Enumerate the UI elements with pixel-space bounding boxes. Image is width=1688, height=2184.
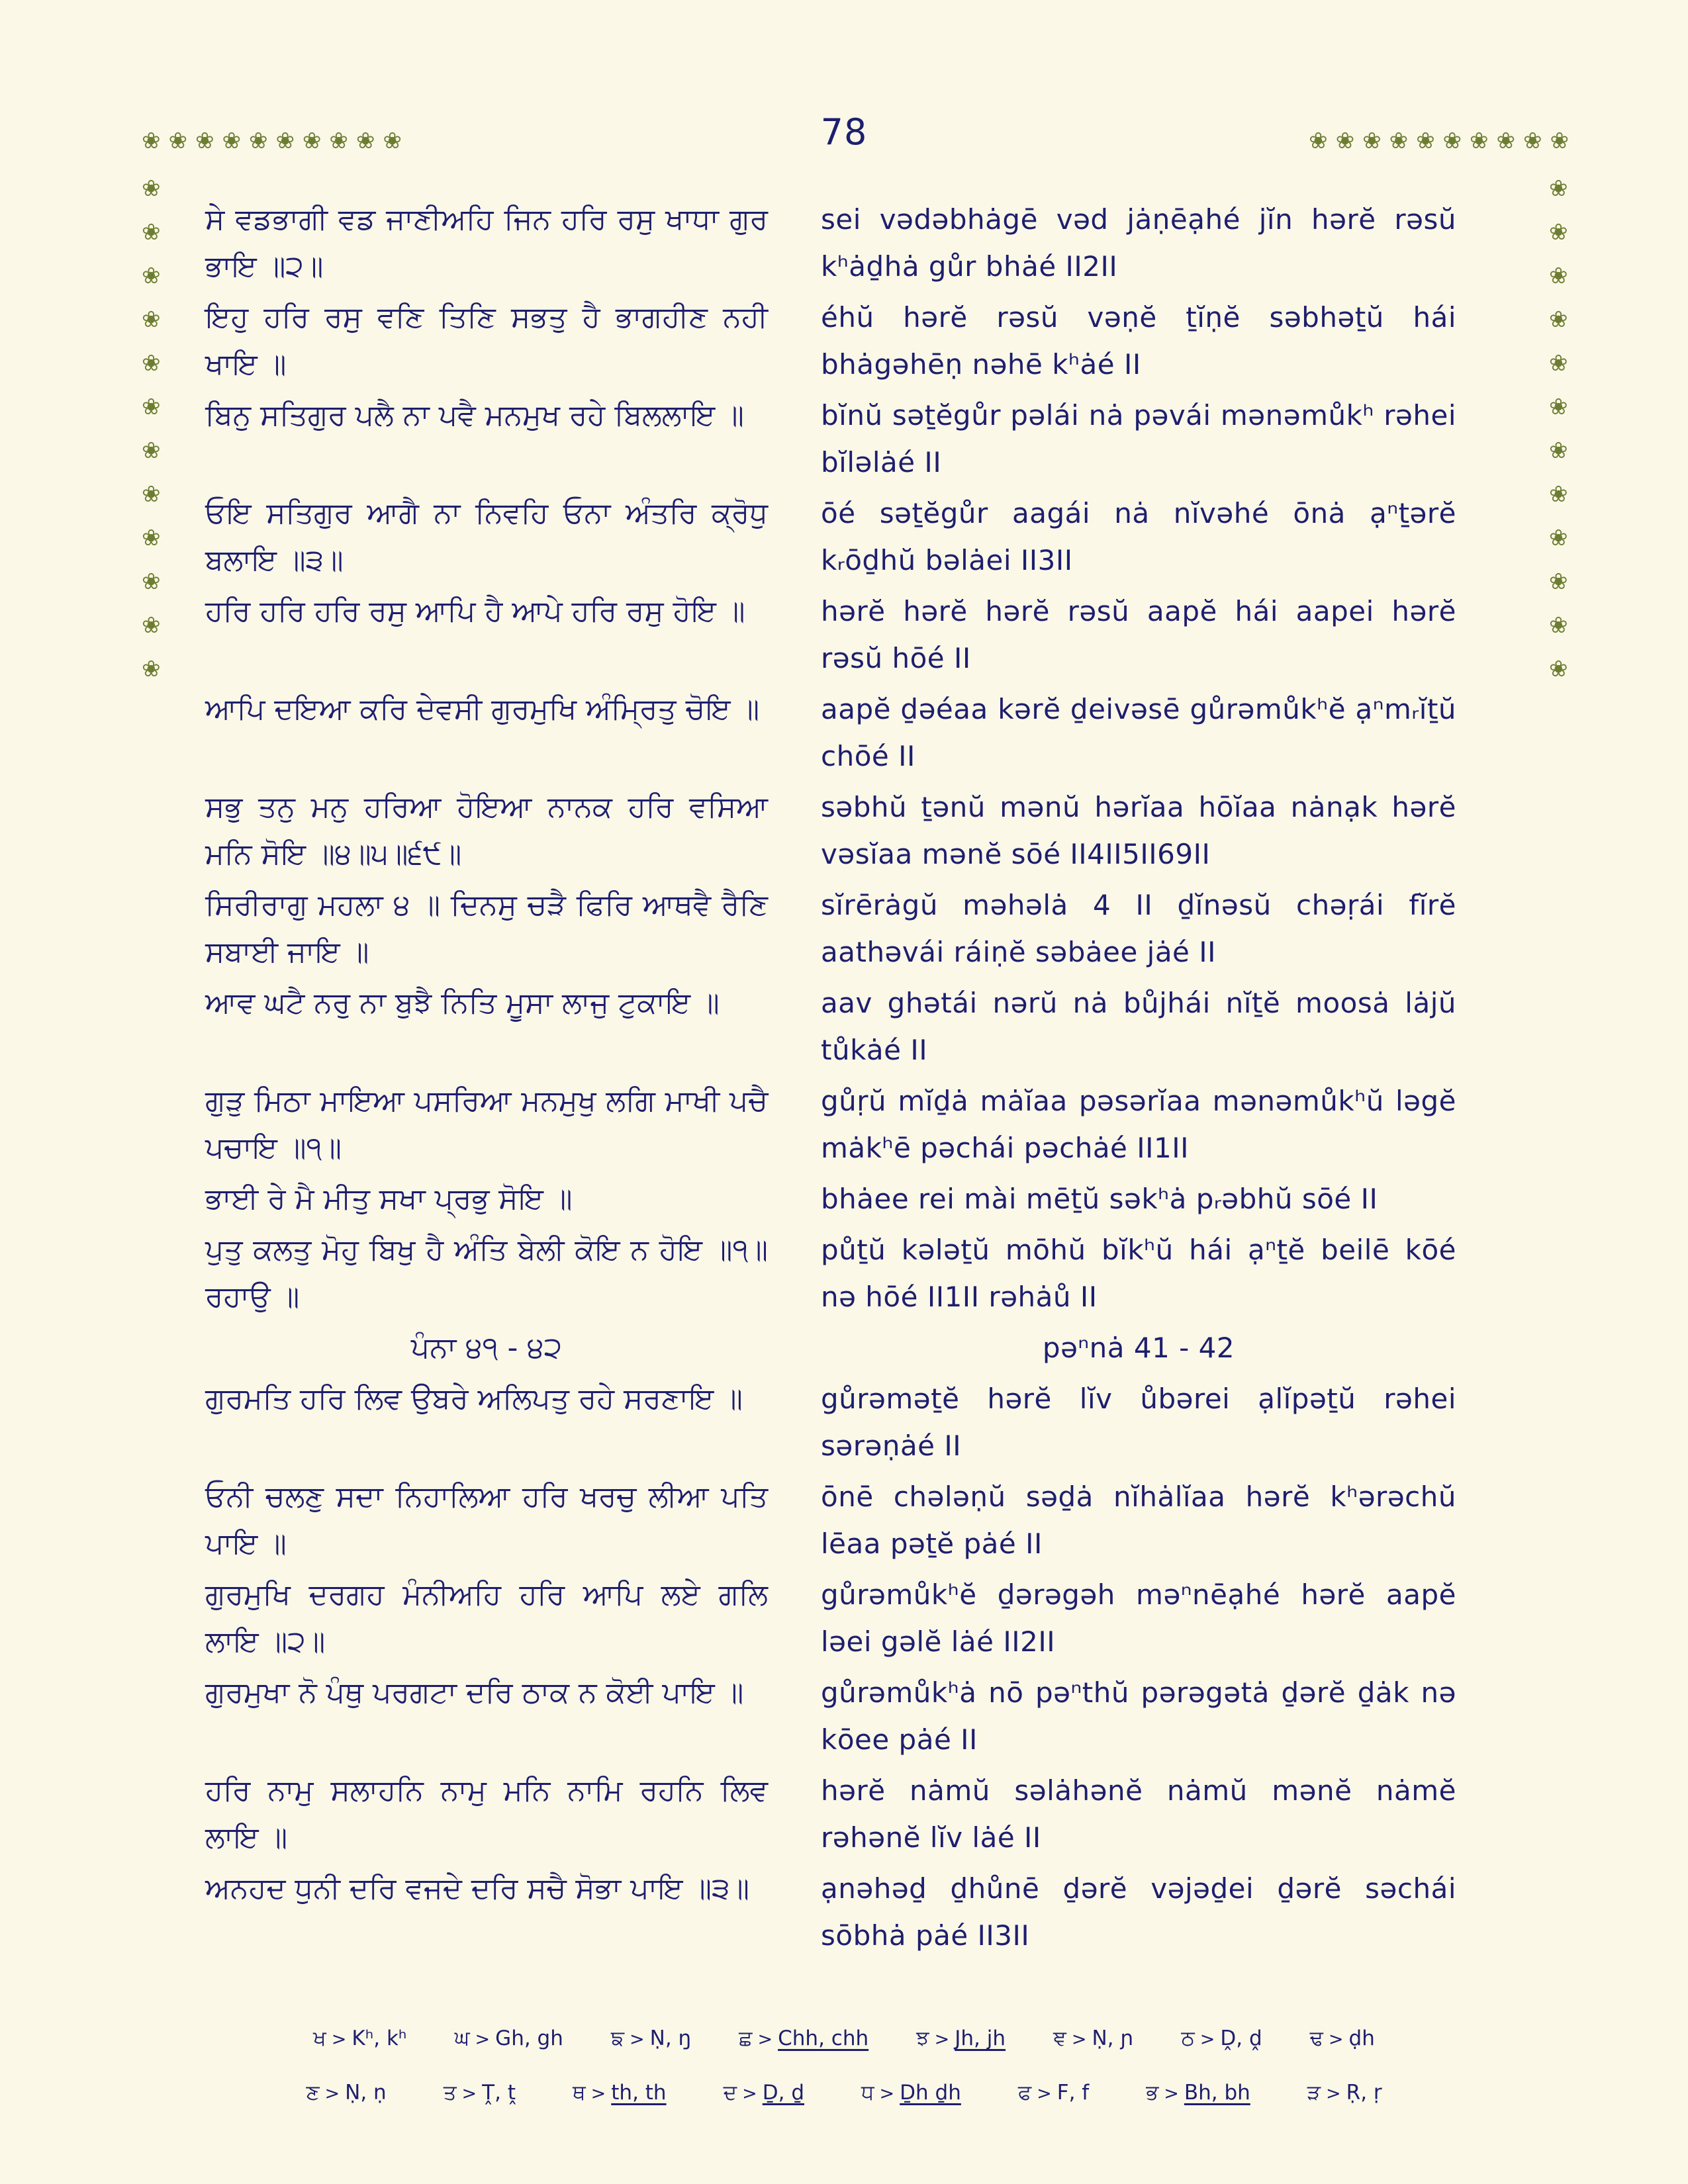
transliteration-verse: gůrəmůkʰȧ nō pəⁿthŭ pərəgətȧ ḏərĕ ḏȧk nə kōee pȧé II xyxy=(821,1676,1456,1756)
transliteration-verse: ạnəhəḏ ḏhůnē ḏərĕ vəjəḏei ḏərĕ səchái sōbhȧ pȧé II3II xyxy=(821,1872,1456,1952)
panna-reference-gurmukhi: ਪੰਨਾ ੪੧ - ੪੨ xyxy=(410,1331,563,1365)
gurmukhi-verse: ਅਨਹਦ ਧੁਨੀ ਦਰਿ ਵਜਦੇ ਦਰਿ ਸਚੈ ਸੋਭਾ ਪਾਇ ॥੩॥ xyxy=(205,1872,750,1905)
legend-entry xyxy=(861,2066,961,2120)
transliteration-key-row-2 xyxy=(0,2066,1688,2120)
maps-to-symbol: > xyxy=(324,2083,340,2104)
legend-gurmukhi-letter: ਧ xyxy=(861,2081,874,2105)
maps-to-symbol: > xyxy=(331,2029,347,2050)
transliteration-key-row-1 xyxy=(0,2012,1688,2066)
legend-entry xyxy=(1181,2012,1262,2066)
transliteration-verse: aav ghətái nərŭ nȧ bůjhái nĭṯĕ moosȧ lȧjŭ tůkȧé II xyxy=(821,987,1456,1066)
verse-grid xyxy=(205,196,1456,1959)
legend-gurmukhi-letter: ਤ xyxy=(443,2081,457,2105)
transliteration-verse: bhȧee rei mài mēṯŭ səkʰȧ pᵣəbhŭ sōé II xyxy=(821,1183,1378,1215)
legend-latin: Chh, chh xyxy=(778,2026,869,2050)
legend-gurmukhi-letter: ਙ xyxy=(610,2026,624,2050)
flower-border-left: ❀❀❀❀❀❀❀❀❀❀❀❀ xyxy=(142,175,161,682)
maps-to-symbol: > xyxy=(934,2029,950,2050)
gurmukhi-verse: ਪੁਤੁ ਕਲਤੁ ਮੋਹੁ ਬਿਖੁ ਹੈ ਅੰਤਿ ਬੇਲੀ ਕੋਇ ਨ ਹੋਇ ॥੧॥ ਰਹਾਉ ॥ xyxy=(205,1233,768,1314)
maps-to-symbol: > xyxy=(1328,2029,1344,2050)
legend-gurmukhi-letter: ਥ xyxy=(572,2081,586,2105)
legend-latin: Ṱ, ṱ xyxy=(482,2081,516,2105)
maps-to-symbol: > xyxy=(1037,2083,1052,2104)
legend-entry xyxy=(573,2066,667,2120)
legend-entry xyxy=(916,2012,1006,2066)
legend-entry xyxy=(1146,2066,1250,2120)
legend-gurmukhi-letter: ਛ xyxy=(739,2026,753,2050)
legend-entry xyxy=(1018,2066,1089,2120)
transliteration-verse: hərĕ nȧmŭ səlȧhənĕ nȧmŭ mənĕ nȧmĕ rəhənĕ lĭv lȧé II xyxy=(821,1774,1456,1854)
gurmukhi-verse: ਗੁੜੁ ਮਿਠਾ ਮਾਇਆ ਪਸਰਿਆ ਮਨਮੁਖੁ ਲਗਿ ਮਾਖੀ ਪਚੈ ਪਚਾਇ ॥੧॥ xyxy=(205,1084,768,1165)
legend-gurmukhi-letter: ਦ xyxy=(723,2081,737,2105)
legend-latin: Bh, bh xyxy=(1184,2081,1250,2105)
page-number: 78 xyxy=(820,111,868,153)
transliteration-verse: gůṛŭ mĭḏȧ mȧĭaa pəsərĭaa mənəmůkʰŭ ləgĕ mȧkʰē pəchái pəchȧé II1II xyxy=(821,1085,1456,1164)
legend-entry xyxy=(739,2012,868,2066)
legend-entry xyxy=(1310,2012,1375,2066)
maps-to-symbol: > xyxy=(590,2083,606,2104)
gurmukhi-verse: ਗੁਰਮੁਖਾ ਨੋ ਪੰਥੁ ਪਰਗਟਾ ਦਰਿ ਠਾਕ ਨ ਕੋਈ ਪਾਇ ॥ xyxy=(205,1676,744,1709)
transliteration-verse: sĭrērȧgŭ məhəlȧ 4 II ḏĭnəsŭ chəṛái fĭrĕ aathəvái ráiṇĕ səbȧee jȧé II xyxy=(821,889,1456,968)
legend-gurmukhi-letter: ਠ xyxy=(1181,2026,1195,2050)
transliteration-key xyxy=(0,2012,1688,2120)
gurmukhi-verse: ਓਇ ਸਤਿਗੁਰ ਆਗੈ ਨਾ ਨਿਵਹਿ ਓਨਾ ਅੰਤਰਿ ਕ੍ਰੋਧੁ ਬਲਾਇ ॥੩॥ xyxy=(205,496,768,577)
maps-to-symbol: > xyxy=(879,2083,895,2104)
transliteration-verse: éhŭ hərĕ rəsŭ vəṇĕ ṯĭṇĕ səbhəṯŭ hái bhȧgəhēṇ nəhē kʰȧé II xyxy=(821,301,1456,381)
legend-latin: ḍh xyxy=(1348,2026,1375,2050)
legend-latin: Ṛ, ṛ xyxy=(1346,2081,1382,2105)
maps-to-symbol: > xyxy=(742,2083,757,2104)
gurmukhi-verse: ਹਰਿ ਨਾਮੁ ਸਲਾਹਨਿ ਨਾਮੁ ਮਨਿ ਨਾਮਿ ਰਹਨਿ ਲਿਵ ਲਾਇ ॥ xyxy=(205,1774,768,1854)
gurmukhi-verse: ਓਨੀ ਚਲਣੁ ਸਦਾ ਨਿਹਾਲਿਆ ਹਰਿ ਖਰਚੁ ਲੀਆ ਪਤਿ ਪਾਇ ॥ xyxy=(205,1480,768,1561)
legend-latin: Gh, gh xyxy=(495,2026,563,2050)
gurmukhi-verse: ਬਿਨੁ ਸਤਿਗੁਰ ਪਲੈ ਨਾ ਪਵੈ ਮਨਮੁਖ ਰਹੇ ਬਿਲਲਾਇ ॥ xyxy=(205,398,744,432)
legend-gurmukhi-letter: ਭ xyxy=(1146,2081,1159,2105)
transliteration-verse: bĭnŭ səṯĕgůr pəlái nȧ pəvái mənəmůkʰ rəhei bĭləlȧé II xyxy=(821,399,1456,478)
legend-entry xyxy=(1053,2012,1133,2066)
legend-latin: Ḓ, ḓ xyxy=(1220,2026,1262,2050)
maps-to-symbol: > xyxy=(1071,2029,1087,2050)
maps-to-symbol: > xyxy=(1164,2083,1179,2104)
maps-to-symbol: > xyxy=(757,2029,773,2050)
legend-gurmukhi-letter: ਞ xyxy=(1053,2026,1066,2050)
legend-gurmukhi-letter: ਫ xyxy=(1017,2081,1032,2105)
gurmukhi-verse: ਆਵ ਘਟੈ ਨਰੁ ਨਾ ਬੁਝੈ ਨਿਤਿ ਮੂਸਾ ਲਾਜੁ ਟੁਕਾਇ ॥ xyxy=(205,986,720,1020)
maps-to-symbol: > xyxy=(630,2029,645,2050)
legend-latin: Kʰ, kʰ xyxy=(352,2026,407,2050)
maps-to-symbol: > xyxy=(1199,2029,1215,2050)
gurmukhi-verse: ਸਭੁ ਤਨੁ ਮਨੁ ਹਰਿਆ ਹੋਇਆ ਨਾਨਕ ਹਰਿ ਵਸਿਆ ਮਨਿ ਸੋਇ ॥੪॥੫॥੬੯॥ xyxy=(205,790,768,871)
gurmukhi-verse: ਭਾਈ ਰੇ ਮੈ ਮੀਤੁ ਸਖਾ ਪ੍ਰਭੁ ਸੋਇ ॥ xyxy=(205,1182,573,1216)
transliteration-verse: səbhŭ ṯənŭ mənŭ hərĭaa hōĭaa nȧnạk hərĕ vəsĭaa mənĕ sōé II4II5II69II xyxy=(821,791,1456,870)
legend-gurmukhi-letter: ੜ xyxy=(1307,2081,1321,2105)
legend-gurmukhi-letter: ਖ xyxy=(313,2026,326,2050)
transliteration-verse: sei vədəbhȧgē vəd jȧṇēạhé jĭn hərĕ rəsŭ kʰȧḏhȧ gůr bhȧé II2II xyxy=(821,203,1456,283)
legend-latin: Ṇ, ɲ xyxy=(1092,2026,1134,2050)
maps-to-symbol: > xyxy=(461,2083,477,2104)
legend-latin: Ḏh ḏh xyxy=(900,2081,961,2105)
legend-entry xyxy=(1307,2066,1382,2120)
legend-latin: Ṇ, ŋ xyxy=(649,2026,692,2050)
transliteration-verse: ōé səṯĕgůr aagái nȧ nĭvəhé ōnȧ ạⁿṯərĕ kᵣōḏhŭ bəlȧei II3II xyxy=(821,497,1456,576)
flower-border-right: ❀❀❀❀❀❀❀❀❀❀❀❀ xyxy=(1549,175,1568,682)
legend-latin: th, th xyxy=(611,2081,667,2105)
maps-to-symbol: > xyxy=(475,2029,491,2050)
gurmukhi-verse: ਆਪਿ ਦਇਆ ਕਰਿ ਦੇਵਸੀ ਗੁਰਮੁਖਿ ਅੰਮ੍ਰਿਤੁ ਚੋਇ ॥ xyxy=(205,692,760,726)
panna-reference-roman: pəⁿnȧ 41 - 42 xyxy=(1042,1332,1235,1364)
legend-entry xyxy=(444,2066,516,2120)
legend-gurmukhi-letter: ਢ xyxy=(1309,2026,1323,2050)
legend-latin: Jh, jh xyxy=(955,2026,1006,2050)
transliteration-verse: aapĕ ḏəéaa kərĕ ḏeivəsē gůrəmůkʰĕ ạⁿmᵣĭṯŭ chōé II xyxy=(821,693,1456,772)
legend-latin: Ḏ, ḏ xyxy=(762,2081,804,2105)
legend-entry xyxy=(454,2012,563,2066)
gurmukhi-verse: ਇਹੁ ਹਰਿ ਰਸੁ ਵਣਿ ਤਿਣਿ ਸਭਤੁ ਹੈ ਭਾਗਹੀਣ ਨਹੀ ਖਾਇ ॥ xyxy=(205,300,768,381)
legend-entry xyxy=(724,2066,804,2120)
flower-border-top-left: ❀❀❀❀❀❀❀❀❀❀ xyxy=(142,128,410,154)
gurmukhi-verse: ਸੇ ਵਡਭਾਗੀ ਵਡ ਜਾਣੀਅਹਿ ਜਿਨ ਹਰਿ ਰਸੁ ਖਾਧਾ ਗੁਰ ਭਾਇ ॥੨॥ xyxy=(205,203,768,283)
gurmukhi-verse: ਗੁਰਮਤਿ ਹਰਿ ਲਿਵ ਉਬਰੇ ਅਲਿਪਤੁ ਰਹੇ ਸਰਣਾਇ ॥ xyxy=(205,1382,743,1416)
transliteration-verse: půṯŭ kələṯŭ mōhŭ bĭkʰŭ hái ạⁿṯĕ beilē kōé nə hōé II1II rəhȧů II xyxy=(821,1234,1456,1313)
gurmukhi-verse: ਹਰਿ ਹਰਿ ਹਰਿ ਰਸੁ ਆਪਿ ਹੈ ਆਪੇ ਹਰਿ ਰਸੁ ਹੋਇ ॥ xyxy=(205,594,745,628)
transliteration-verse: hərĕ hərĕ hərĕ rəsŭ aapĕ hái aapei hərĕ rəsŭ hōé II xyxy=(821,595,1456,674)
transliteration-verse: ōnē chələṇŭ səḏȧ nĭhȧlĭaa hərĕ kʰərəchŭ lēaa pəṯĕ pȧé II xyxy=(821,1480,1456,1560)
legend-latin: F, f xyxy=(1056,2081,1090,2105)
gurmukhi-verse: ਸਿਰੀਰਾਗੁ ਮਹਲਾ ੪ ॥ ਦਿਨਸੁ ਚੜੈ ਫਿਰਿ ਆਥਵੈ ਰੈਣਿ ਸਬਾਈ ਜਾਇ ॥ xyxy=(205,888,768,969)
flower-border-top-right: ❀❀❀❀❀❀❀❀❀❀ xyxy=(1309,128,1577,154)
transliteration-verse: gůrəmůkʰĕ ḏərəgəh məⁿnēạhé hərĕ aapĕ ləei gəlĕ lȧé II2II xyxy=(821,1578,1456,1658)
legend-entry xyxy=(313,2012,406,2066)
legend-gurmukhi-letter: ਣ xyxy=(306,2081,320,2105)
maps-to-symbol: > xyxy=(1326,2083,1341,2104)
legend-latin: Ṇ, ṇ xyxy=(345,2081,387,2105)
transliteration-verse: gůrəməṯĕ hərĕ lĭv ůbərei ạlĭpəṯŭ rəhei sərəṇȧé II xyxy=(821,1383,1456,1462)
legend-gurmukhi-letter: ਝ xyxy=(916,2026,929,2050)
legend-gurmukhi-letter: ਘ xyxy=(454,2026,470,2050)
legend-entry xyxy=(306,2066,386,2120)
legend-entry xyxy=(611,2012,691,2066)
gurmukhi-verse: ਗੁਰਮੁਖਿ ਦਰਗਹ ਮੰਨੀਅਹਿ ਹਰਿ ਆਪਿ ਲਏ ਗਲਿ ਲਾਇ ॥੨॥ xyxy=(205,1578,768,1659)
